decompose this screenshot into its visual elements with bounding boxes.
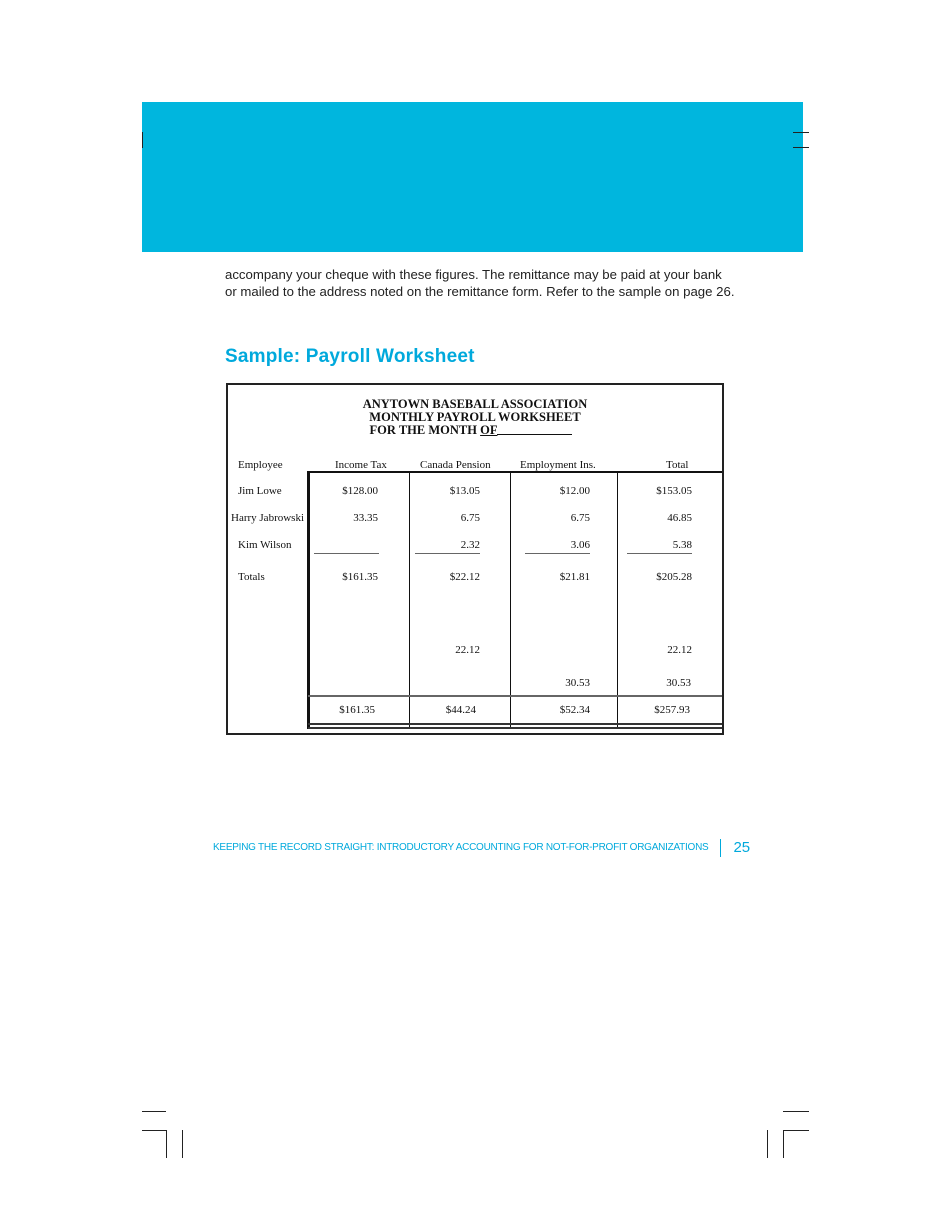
grid-line [510,471,511,729]
employee-name: Jim Lowe [238,485,282,497]
subtotal-rule [308,695,722,697]
page-number: 25 [733,839,751,856]
income-tax: $161.35 [339,704,375,716]
ei: 6.75 [570,512,590,524]
ei: 3.06 [570,539,590,551]
col-income-tax: Income Tax [335,459,387,471]
cpp: 2.32 [460,539,480,551]
sum-underline [415,553,480,554]
month-prefix: FOR THE MONTH [369,423,481,437]
total: $257.93 [654,704,690,716]
cpp: $22.12 [449,571,480,583]
crop-mark [783,1111,809,1112]
crop-mark [783,1130,809,1131]
col-employment-ins: Employment Ins. [520,459,596,471]
header-rule [307,471,722,473]
grid-line [617,471,618,729]
col-total: Total [666,459,689,471]
income-tax: 33.35 [353,512,378,524]
employee-name: Kim Wilson [238,539,292,551]
ei: $52.34 [559,704,590,716]
totals-label: Totals [238,571,265,583]
crop-mark [142,1111,166,1112]
crop-mark [783,1130,784,1158]
page-footer [213,839,750,857]
double-rule [308,723,722,725]
total: $205.28 [656,571,692,583]
col-employee: Employee [238,459,283,471]
total: 30.53 [666,677,691,689]
employer-cpp: 22.12 [455,644,480,656]
grid-line [409,471,410,729]
footer-divider [720,839,721,857]
cpp: 6.75 [460,512,480,524]
sum-underline [525,553,590,554]
header-banner [142,102,803,252]
ei: $12.00 [559,485,590,497]
worksheet-title-name: MONTHLY PAYROLL WORKSHEET [369,410,581,424]
month-blank [497,434,572,435]
total: $153.05 [656,485,692,497]
ei: $21.81 [559,571,590,583]
crop-mark [182,1130,183,1158]
total: 46.85 [667,512,692,524]
employer-ei: 30.53 [565,677,590,689]
sum-underline [627,553,692,554]
worksheet-title-month [224,424,718,437]
grid-line [307,471,310,729]
employee-name: Harry Jabrowski [231,512,305,524]
double-rule [308,727,722,729]
col-canada-pension: Canada Pension [420,459,491,471]
crop-mark [793,147,809,148]
crop-mark [767,1130,768,1158]
total: 22.12 [667,644,692,656]
crop-mark [166,1130,167,1158]
income-tax: $161.35 [342,571,378,583]
crop-mark [142,132,143,148]
cpp: $44.24 [445,704,476,716]
sum-underline [314,553,379,554]
income-tax: $128.00 [342,485,378,497]
cpp: $13.05 [449,485,480,497]
footer-text: KEEPING THE RECORD STRAIGHT: INTRODUCTORY ACCOUNTING FOR NOT-FOR-PROFIT ORGANIZATIONS [213,842,709,853]
worksheet-title-org: ANYTOWN BASEBALL ASSOCIATION [362,397,588,411]
month-of: OF [480,423,498,437]
section-heading: Sample: Payroll Worksheet [225,346,475,367]
body-paragraph: accompany your cheque with these figures. The remittance may be paid at your bank or mailed to the address noted on the remittance form. Refer to the sample on page 26. [225,267,735,299]
crop-mark [142,1130,166,1131]
total: 5.38 [672,539,692,551]
payroll-worksheet [226,383,724,735]
crop-mark [793,132,809,133]
